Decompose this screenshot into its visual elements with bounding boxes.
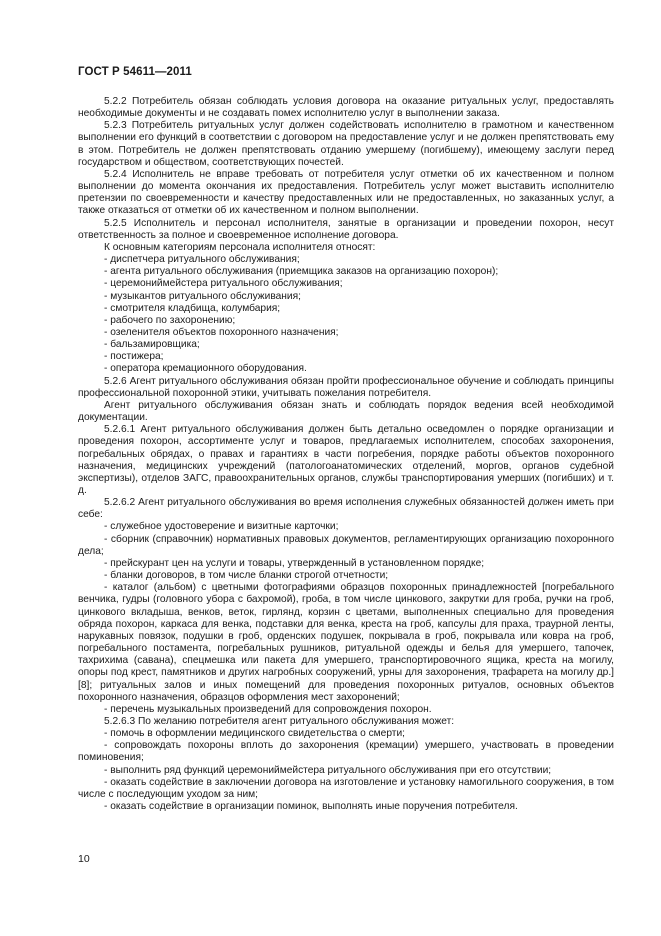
paragraph: 5.2.2 Потребитель обязан соблюдать условия договора на оказание ритуальных услуг, предоставлять необходимые документы и не создавать помех исполнителю услуг в выполнении заказа. xyxy=(78,96,614,120)
list-item: - музыкантов ритуального обслуживания; xyxy=(104,290,301,302)
paragraph: 5.2.6.2 Агент ритуального обслуживания во время исполнения служебных обязанностей должен иметь при себе: xyxy=(78,497,614,521)
list-item: - церемониймейстера ритуального обслуживания; xyxy=(104,278,343,290)
paragraph: 5.2.4 Исполнитель не вправе требовать от потребителя услуг отметки об их качественном и полном выполнении до момента окончания их предоставления. Потребитель услуг может выставить исполнителю претензии по своевременности и качеству предоставленных или не предоставленных, но заказанных услуг, а также отказаться от отметки об их качественном и полном выполнении. xyxy=(78,168,614,217)
paragraph: 5.2.6.1 Агент ритуального обслуживания должен быть детально осведомлен о порядке организации и проведения похорон, ассортименте услуг и товаров, предлагаемых исполнителем, способах захоронения, погребальных обрядах, о правах и гарантиях в части погребения, порядке работы объектов похоронного назначения, медицинских учреждений (патологоанатомических отделений, моргов, органов судебной экспертизы), отделов ЗАГС, правоохранительных органов, службы транспортирования умерших (погибших) и т. д. xyxy=(78,424,614,496)
list-item: - смотрителя кладбища, колумбария; xyxy=(104,302,281,314)
list-item: - озеленителя объектов похоронного назначения; xyxy=(104,326,339,338)
document-header: ГОСТ Р 54611—2011 xyxy=(78,66,192,78)
list-item: - оператора кремационного оборудования. xyxy=(104,363,307,375)
list-item: - помочь в оформлении медицинского свидетельства о смерти; xyxy=(104,728,405,740)
list-item: - постижера; xyxy=(104,351,164,363)
list-item: - бальзамировщика; xyxy=(104,339,200,351)
list-item: - сопровождать похороны вплоть до захоронения (кремации) умершего, участвовать в проведении поминовения; xyxy=(78,740,614,764)
list-item: - служебное удостоверение и визитные карточки; xyxy=(104,521,339,533)
paragraph: 5.2.6 Агент ритуального обслуживания обязан пройти профессиональное обучение и соблюдать принципы профессиональной похоронной этики, учитывать пожелания потребителя. xyxy=(78,375,614,399)
list-item: - оказать содействие в организации поминок, выполнять иные поручения потребителя. xyxy=(104,801,518,813)
page-number: 10 xyxy=(78,853,90,865)
paragraph: К основным категориям персонала исполнителя относят: xyxy=(104,241,376,253)
list-item: - каталог (альбом) с цветными фотографиями образцов похоронных принадлежностей [погребального венчика, гудры (головного убора с бахромой), гроба, в том числе цинкового, закрутки для гроба, ручки на гроб, цинкового вкладыша, венков, веток, гирлянд, корзин с цветами, выполненных специально для проведения обряда похорон, каркаса для венка, подставки для венка, креста на гроб, капсулы для праха, траурной ленты, нарукавных повязок, подушки в гроб, орденских подушек, покрывала в гроб, покрывала или ковра на гроб, погребального постамента, погребальных рушников, ритуальной одежды и белья для умершего, тапочек, тахрихима (савана), спецмешка или пакета для умершего, транспортировочного ящика, креста на могилу, опоры под крест, памятников и других нагробных сооружений, урны для захоронения, трафарета на могилу др.] [8]; ритуальных залов и иных помещений для проведения похоронных ритуалов, основных объектов похоронного назначения, образцов оформления мест захоронений; xyxy=(78,582,614,703)
list-item: - выполнить ряд функций церемониймейстера ритуального обслуживания при его отсутствии; xyxy=(104,764,552,776)
list-item: - оказать содействие в заключении договора на изготовление и установку намогильного сооружения, в том числе с последующим уходом за ним; xyxy=(78,776,614,800)
list-item: - агента ритуального обслуживания (приемщика заказов на организацию похорон); xyxy=(104,266,499,278)
list-item: - прейскурант цен на услуги и товары, утвержденный в установленном порядке; xyxy=(104,557,485,569)
list-item: - сборник (справочник) нормативных правовых документов, регламентирующих организацию похоронного дела; xyxy=(78,533,614,557)
paragraph: 5.2.6.3 По желанию потребителя агент ритуального обслуживания может: xyxy=(104,715,455,727)
list-item: - рабочего по захоронению; xyxy=(104,314,236,326)
document-body xyxy=(78,96,614,813)
paragraph: 5.2.5 Исполнитель и персонал исполнителя, занятые в организации и проведении похорон, несут ответственность за полное и своевременное исполнение договора. xyxy=(78,217,614,241)
list-item: - перечень музыкальных произведений для сопровождения похорон. xyxy=(104,703,432,715)
paragraph: 5.2.3 Потребитель ритуальных услуг должен содействовать исполнителю в грамотном и качественном выполнении его функций в соответствии с договором на предоставление услуг и не должен препятствовать ему в этом. Потребитель не должен препятствовать отданию умершему (погибшему), имеющему заслуги перед государством и обществом, соответствующих почестей. xyxy=(78,120,614,168)
list-item: - диспетчера ритуального обслуживания; xyxy=(104,254,300,266)
list-item: - бланки договоров, в том числе бланки строгой отчетности; xyxy=(104,570,389,582)
paragraph: Агент ритуального обслуживания обязан знать и соблюдать порядок ведения всей необходимой документации. xyxy=(78,399,614,424)
